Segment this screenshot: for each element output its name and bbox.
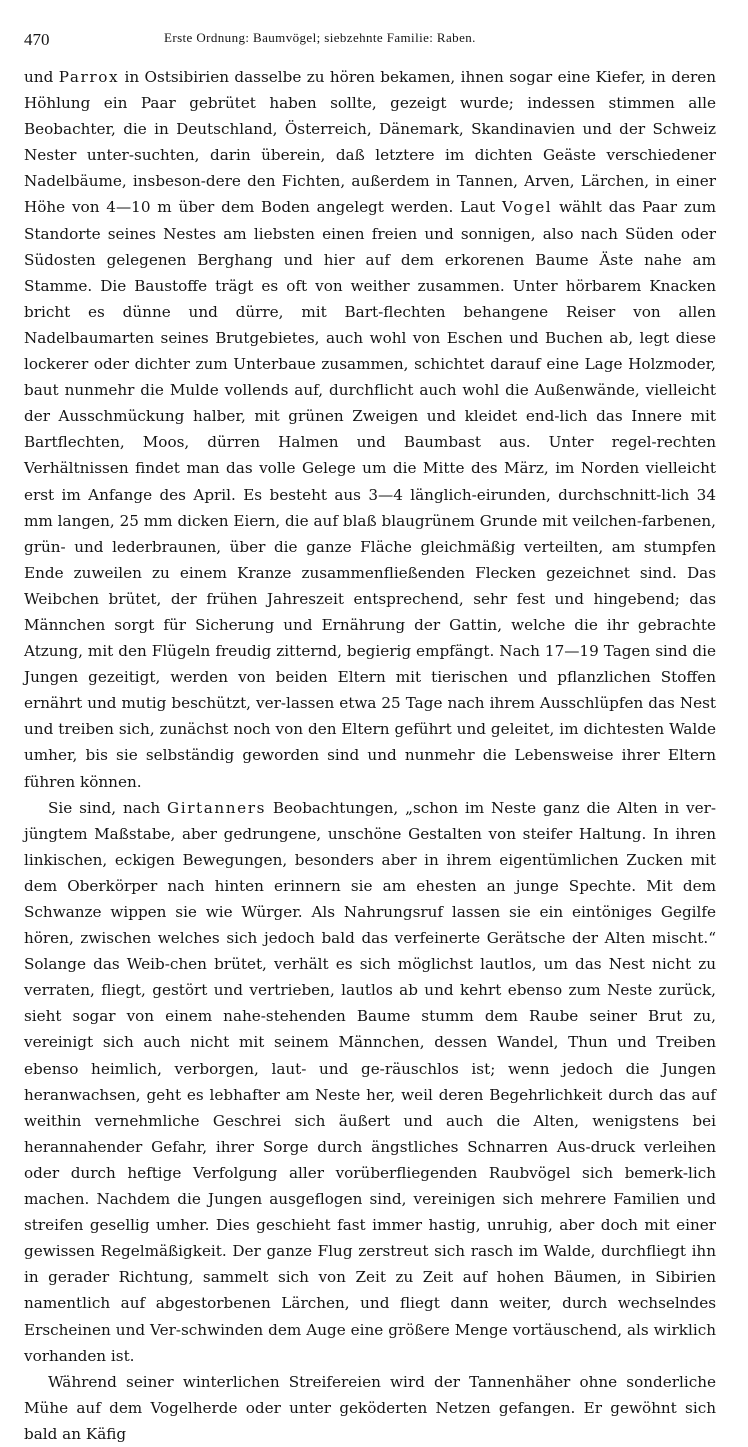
book-page [24, 26, 716, 1447]
body-text [24, 64, 716, 1447]
text-segment: wählt das Paar zum Standorte seines Nestes am liebsten einen freien und sonnigen, also nach Süden oder Südosten gelegenen Berghang und hier auf dem erkorenen Baume Äste nahe am Stamme. Die Baustoffe trägt es oft von weither zusammen. Unter hörbarem Knacken bricht es dünne und dürre, mit Bart-flechten behangene Reiser von allen Nadelbaumarten seines Brutgebietes, auch wohl von Eschen und Buchen ab, legt diese lockerer oder dichter zum Unterbaue zusammen, schichtet darauf eine Lage Holzmoder, baut nunmehr die Mulde vollends auf, durchflicht auch wohl die Außenwände, vielleicht der Ausschmückung halber, mit grünen Zweigen und kleidet end-lich das Innere mit Bartflechten, Moos, dürren Halmen und Baumbast aus. Unter regel-rechten Verhältnissen findet man das volle Gelege um die Mitte des März, im Norden vielleicht erst im Anfange des April. Es besteht aus 3—4 länglich-eirunden, durchschnitt-lich 34 mm langen, 25 mm dicken Eiern, die auf blaß blaugrünem Grunde mit veilchen-farbenen, grün- und lederbraunen, über die ganze Fläche gleichmäßig verteilten, am stumpfen Ende zuweilen zu einem Kranze zusammenfließenden Flecken gezeichnet sind. Das Weibchen brütet, der frühen Jahreszeit entsprechend, sehr fest und hingebend; das Männchen sorgt für Sicherung und Ernährung der Gattin, welche die ihr gebrachte Atzung, mit den Flügeln freudig zitternd, begierig empfängt. Nach 17—19 Tagen sind die Jungen gezeitigt, werden von beiden Eltern mit tierischen und pflanzlichen Stoffen ernährt und mutig beschützt, ver-lassen etwa 25 Tage nach ihrem Ausschlüpfen das Nest und treiben sich, zunächst noch von den Eltern geführt und geleitet, im dichtesten Walde umher, bis sie selbständig geworden sind und nunmehr die Lebensweise ihrer Eltern führen können. [24, 198, 716, 791]
text-segment: Sie sind, nach [48, 798, 167, 817]
running-head: Erste Ordnung: Baumvögel; siebzehnte Familie: Raben. [164, 30, 476, 45]
text-segment: Während seiner winterlichen Streifereien wird der Tannenhäher ohne sonderliche Mühe auf dem Vogelherde oder unter geköderten Netzen gefangen. Er gewöhnt sich bald an Käfig [24, 1372, 716, 1443]
text-segment: in Ostsibirien dasselbe zu hören bekamen, ihnen sogar eine Kiefer, in deren Höhlung ein Paar gebrütet haben sollte, gezeigt wurde; indessen stimmen alle Beobachter, die in Deutschland, Österreich, Dänemark, Skandinavien und der Schweiz Nester unter-suchten, darin überein, daß letztere im dichten Geäste verschiedener Nadelbäume, insbeson-dere den Fichten, außerdem in Tannen, Arven, Lärchen, in einer Höhe von 4—10 m über dem Boden angelegt werden. Laut [24, 68, 716, 217]
page-number: 470 [24, 30, 50, 49]
person-name-vogel: Vogel [501, 198, 553, 217]
paragraph-2 [24, 795, 716, 1369]
paragraph-1 [24, 64, 716, 795]
text-segment: und [24, 68, 59, 86]
person-name-parrox: Parrox [58, 68, 120, 86]
page-header [24, 26, 716, 52]
person-name-girtanners: Girtanners [167, 798, 267, 817]
text-segment: Beobachtungen, „schon im Neste ganz die Alten in ver-jüngtem Maßstabe, aber gedrungene, unschöne Gestalten von steifer Haltung. In ihren linkischen, eckigen Bewegungen, besonders aber in ihrem eigentümlichen Zucken mit dem Oberkörper nach hinten erinnern sie am ehesten an junge Spechte. Mit dem Schwanze wippen sie wie Würger. Als Nahrungsruf lassen sie ein eintöniges Gegilfe hören, zwischen welches sich jedoch bald das verfeinerte Gerätsche der Alten mischt.“ Solange das Weib-chen brütet, verhält es sich möglichst lautlos, um das Nest nicht zu verraten, fliegt, gestört und vertrieben, lautlos ab und kehrt ebenso zum Neste zurück, sieht sogar von einem nahe-stehenden Baume stumm dem Raube seiner Brut zu, vereinigt sich auch nicht mit seinem Männchen, dessen Wandel, Thun und Treiben ebenso heimlich, verborgen, laut- und ge-räuschlos ist; wenn jedoch die Jungen heranwachsen, geht es lebhafter am Neste her, weil deren Begehrlichkeit durch das auf weithin vernehmliche Geschrei sich äußert und auch die Alten, wenigstens bei herannahender Gefahr, ihrer Sorge durch ängstliches Schnarren Aus-druck verleihen oder durch heftige Verfolgung aller vorüberfliegenden Raubvögel sich bemerk-lich machen. Nachdem die Jungen ausgeflogen sind, vereinigen sich mehrere Familien und streifen gesellig umher. Dies geschieht fast immer hastig, unruhig, aber doch mit einer gewissen Regelmäßigkeit. Der ganze Flug zerstreut sich rasch im Walde, durchfliegt ihn in gerader Richtung, sammelt sich von Zeit zu Zeit auf hohen Bäumen, in Sibirien namentlich auf abgestorbenen Lärchen, und fliegt dann weiter, durch wechselndes Erscheinen und Ver-schwinden dem Auge eine größere Menge vortäuschend, als wirklich vorhanden ist. [24, 798, 716, 1365]
paragraph-3 [24, 1369, 716, 1447]
